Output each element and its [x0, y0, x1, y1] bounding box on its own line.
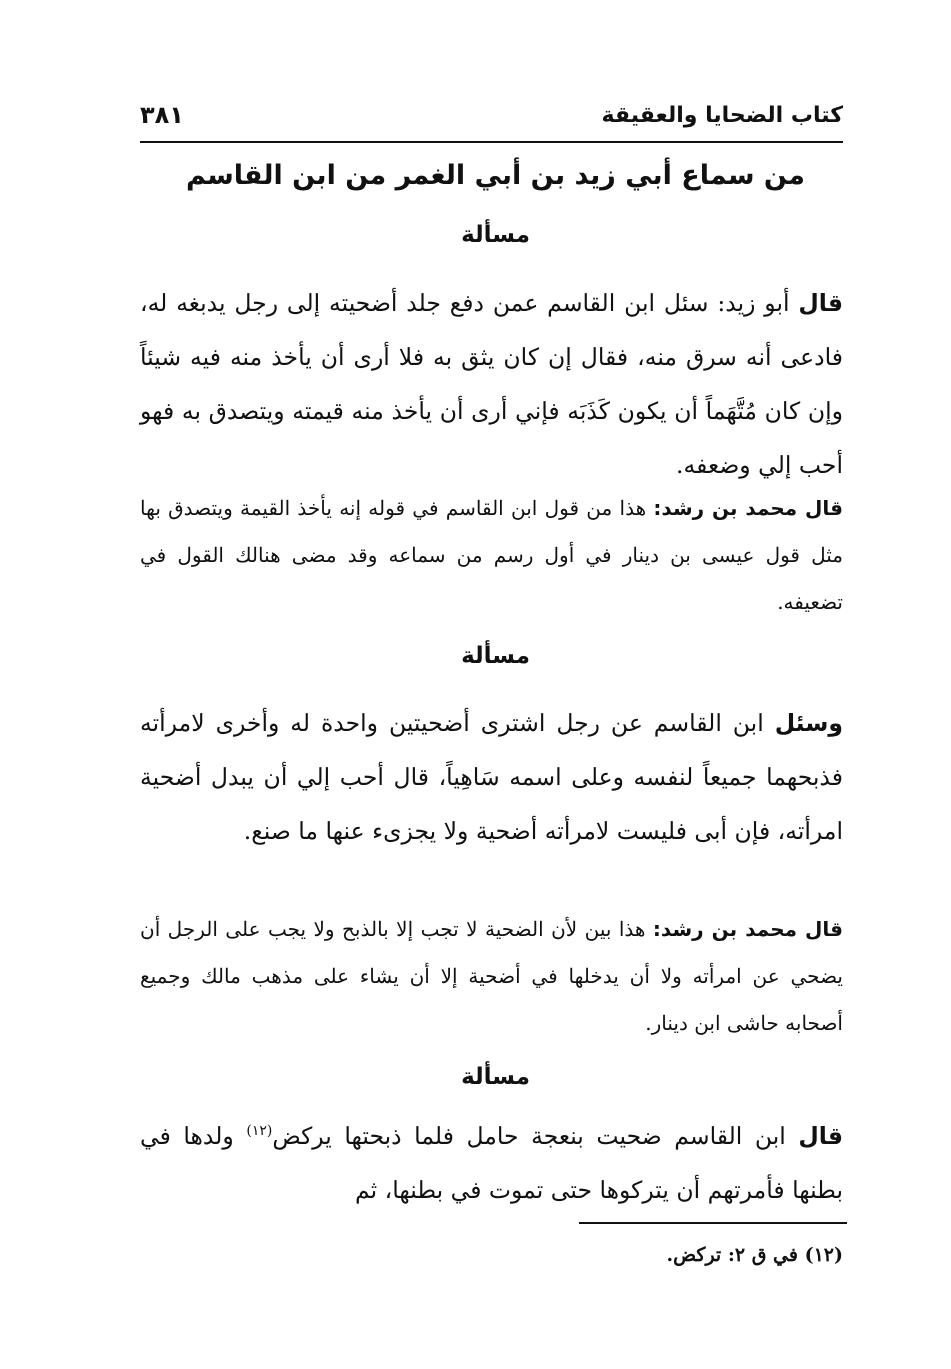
paragraph-5-text-before: ابن القاسم ضحيت بنعجة حامل فلما ذبحتها يركض — [272, 1121, 786, 1150]
page-header — [140, 92, 843, 138]
footnote: (١٢) في ق ٢: تركض. — [666, 1244, 843, 1266]
footnote-reference: (١٢) — [246, 1123, 273, 1139]
paragraph-3 — [140, 696, 843, 858]
paragraph-4-text: هذا بين لأن الضحية لا تجب إلا بالذبح ولا يجب على الرجل أن يضحي عن امرأته ولا أن يدخلها في أضحية إلا أن يشاء على مذهب مالك وجميع أصحابه حاشى ابن دينار. — [140, 917, 843, 1035]
paragraph-5-lead: قال — [798, 1121, 843, 1150]
footnote-rule — [579, 1222, 847, 1224]
section-title: من سماع أبي زيد بن أبي الغمر من ابن القاسم — [186, 160, 805, 191]
paragraph-2-lead: قال محمد بن رشد: — [653, 496, 843, 520]
header-rule — [140, 141, 843, 143]
paragraph-1-lead: قال — [798, 289, 843, 317]
paragraph-2 — [140, 485, 843, 626]
running-title: كتاب الضحايا والعقيقة — [601, 102, 843, 128]
paragraph-1 — [140, 276, 843, 492]
paragraph-5-text-after: ولدها في بطنها فأمرتهم أن يتركوها حتى تموت في بطنها، ثم — [140, 1121, 843, 1204]
paragraph-2-text: هذا من قول ابن القاسم في قوله إنه يأخذ القيمة ويتصدق بها مثل قول عيسى بن دينار في أول رسم من سماعه وقد مضى هنالك القول في تضعيفه. — [140, 496, 843, 614]
masala-heading-2: مسألة — [461, 643, 530, 669]
paragraph-1-text: أبو زيد: سئل ابن القاسم عمن دفع جلد أضحيته إلى رجل يدبغه له، فادعى أنه سرق منه، فقال إن كان يثق به فلا أرى أن يأخذ منه فيه شيئاً وإن كان مُتَّهَماً أن يكون كَذَبَه فإني أرى أن يأخذ منه قيمته ويتصدق به فهو أحب إلي وضعفه. — [140, 289, 843, 479]
paragraph-3-text: ابن القاسم عن رجل اشترى أضحيتين واحدة له وأخرى لامرأته فذبحهما جميعاً لنفسه وعلى اسمه سَاهِياً، قال أحب إلي أن يبدل أضحية امرأته، فإن أبى فليست لامرأته أضحية ولا يجزىء عنها ما صنع. — [140, 709, 843, 845]
masala-heading-1: مسألة — [461, 222, 530, 248]
paragraph-4 — [140, 906, 843, 1047]
paragraph-4-lead: قال محمد بن رشد: — [652, 917, 843, 941]
page-number: ٣٨١ — [140, 101, 184, 129]
paragraph-3-lead: وسئل — [774, 709, 843, 737]
paragraph-5 — [140, 1104, 843, 1217]
masala-heading-3: مسألة — [461, 1064, 530, 1090]
